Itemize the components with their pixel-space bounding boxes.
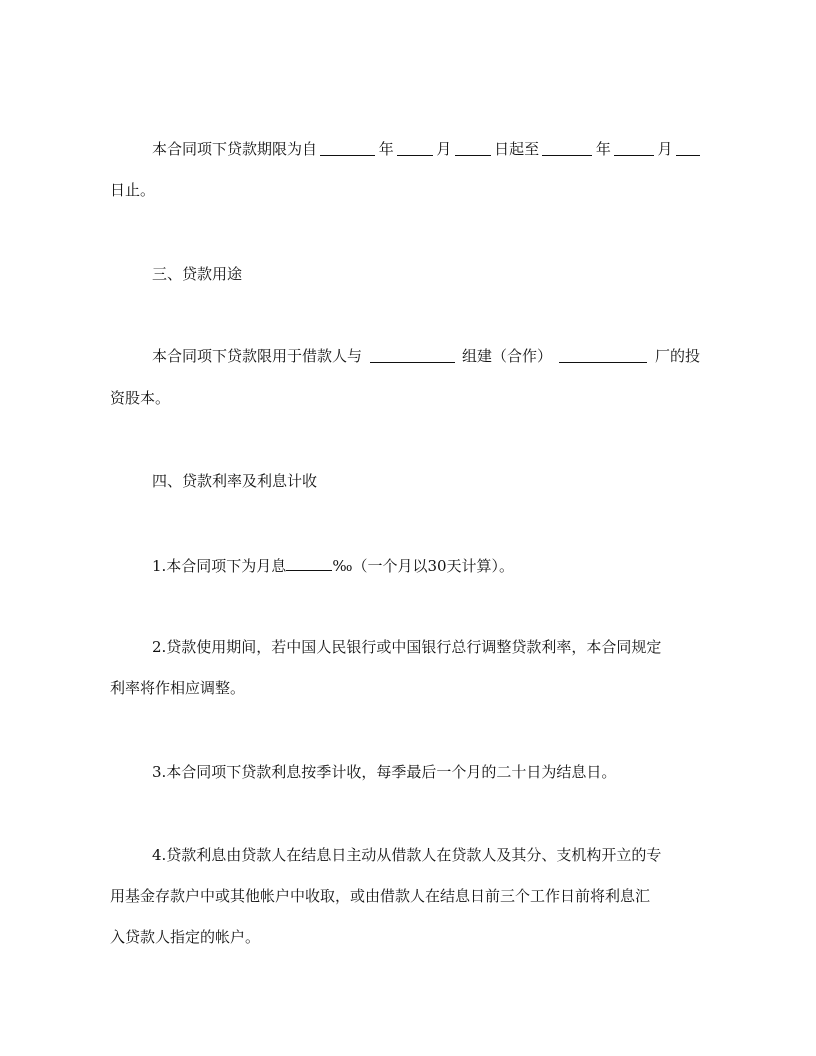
interest-item-4-line-3: 入贷款人指定的帐户。 <box>110 928 261 946</box>
start-year-blank <box>320 139 375 156</box>
end-year-label: 年 <box>595 140 611 158</box>
interest-item-4-line-1: 4.贷款利息由贷款人在结息日主动从借款人在贷款人及其分、支机构开立的专 <box>152 846 662 864</box>
purpose-prefix: 本合同项下贷款限用于借款人与 <box>152 347 363 365</box>
loan-term-prefix: 本合同项下贷款期限为自 <box>152 140 318 158</box>
end-year-blank <box>542 139 592 156</box>
loan-term-line-1 <box>152 139 700 159</box>
interest-item-4-line-2: 用基金存款户中或其他帐户中收取，或由借款人在结息日前三个工作日前将利息汇 <box>110 887 651 905</box>
purpose-line-1 <box>152 346 700 366</box>
item-1-suffix: ‰（一个月以30天计算）。 <box>332 557 515 575</box>
interest-item-1 <box>152 554 700 576</box>
purpose-suffix: 厂的投 <box>654 347 700 365</box>
start-day-label: 日起至 <box>494 140 540 158</box>
end-month-blank <box>614 139 654 156</box>
start-month-blank <box>397 139 433 156</box>
partner-blank <box>370 346 455 363</box>
purpose-line-2: 资股本。 <box>110 389 171 407</box>
factory-blank <box>559 346 647 363</box>
section-3-heading: 三、贷款用途 <box>152 265 243 283</box>
start-month-label: 月 <box>436 140 452 158</box>
interest-item-3: 3.本合同项下贷款利息按季计收，每季最后一个月的二十日为结息日。 <box>152 763 617 781</box>
start-year-label: 年 <box>378 140 394 158</box>
monthly-rate-blank <box>286 554 332 571</box>
item-1-prefix: 1.本合同项下为月息 <box>152 557 287 575</box>
start-day-blank <box>455 139 491 156</box>
end-day-blank <box>676 139 700 156</box>
end-month-label: 月 <box>657 140 673 158</box>
section-4-heading: 四、贷款利率及利息计收 <box>152 472 318 490</box>
interest-item-2-line-1: 2.贷款使用期间，若中国人民银行或中国银行总行调整贷款利率，本合同规定 <box>152 638 662 656</box>
interest-item-2-line-2: 利率将作相应调整。 <box>110 679 246 697</box>
purpose-mid: 组建（合作） <box>461 347 552 365</box>
loan-term-line-2: 日止。 <box>110 181 156 199</box>
